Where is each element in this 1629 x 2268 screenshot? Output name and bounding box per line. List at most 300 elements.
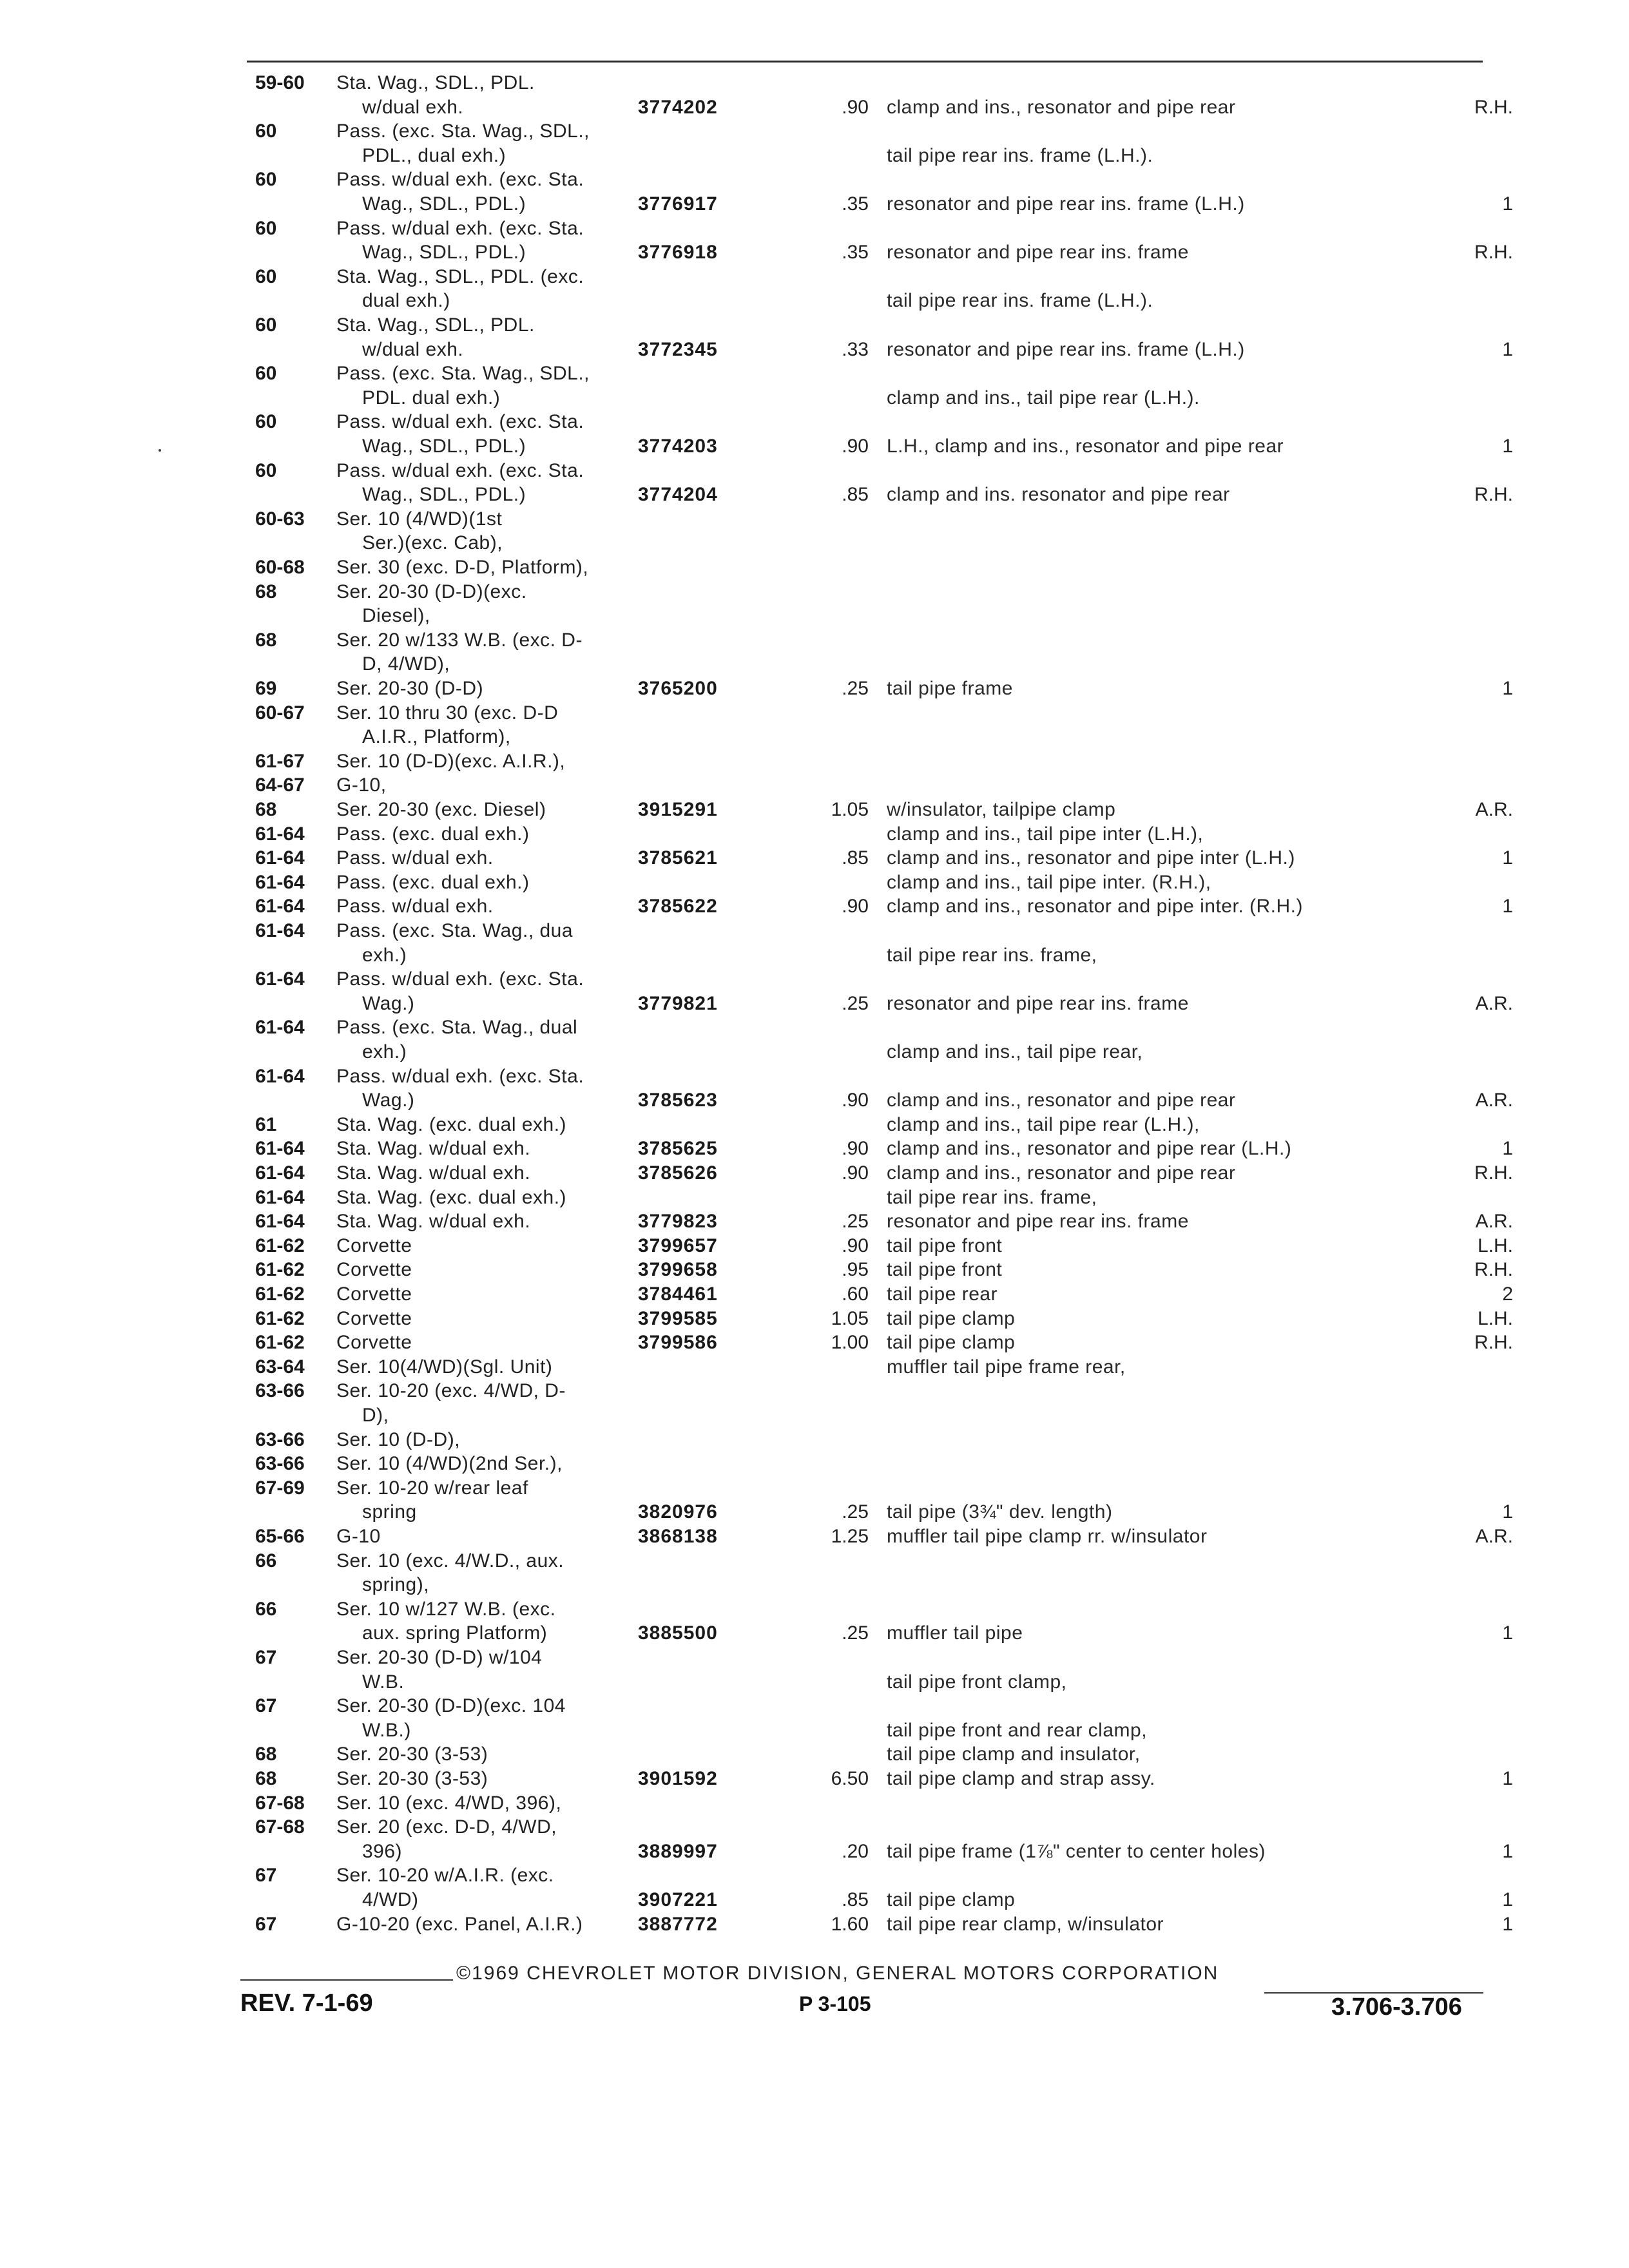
application-cell: Sta. Wag. (exc. dual exh.): [336, 1114, 567, 1135]
table-row: [0, 363, 1629, 387]
application-cell: Wag.): [362, 1090, 415, 1111]
table-row: [0, 1768, 1629, 1792]
table-row: [0, 1041, 1629, 1066]
year-cell: 63-66: [255, 1380, 305, 1401]
year-cell: 67: [255, 1914, 277, 1935]
application-cell: Wag., SDL., PDL.): [362, 484, 526, 505]
year-cell: 61-64: [255, 968, 305, 990]
table-row: [0, 1695, 1629, 1720]
application-cell: Pass. (exc. Sta. Wag., SDL.,: [336, 120, 590, 142]
year-cell: 61-62: [255, 1332, 305, 1353]
year-cell: 61-67: [255, 751, 305, 772]
description-cell: tail pipe rear clamp, w/insulator: [887, 1914, 1164, 1935]
year-cell: 60: [255, 218, 277, 239]
price-cell: .25: [842, 993, 869, 1014]
quantity-cell: R.H.: [1474, 242, 1513, 263]
application-cell: A.I.R., Platform),: [362, 726, 511, 747]
table-row: [0, 436, 1629, 460]
application-cell: aux. spring Platform): [362, 1622, 548, 1644]
part-number-cell: 3774204: [638, 484, 718, 505]
table-row: [0, 1622, 1629, 1647]
quantity-cell: A.R.: [1475, 1090, 1513, 1111]
year-cell: 61-64: [255, 1017, 305, 1038]
price-cell: .90: [842, 1090, 869, 1111]
year-cell: 60: [255, 460, 277, 481]
application-cell: spring: [362, 1501, 417, 1523]
year-cell: 68: [255, 799, 277, 820]
description-cell: tail pipe front: [887, 1259, 1003, 1280]
table-row: [0, 120, 1629, 145]
application-cell: Ser. 10 (exc. 4/W.D., aux.: [336, 1550, 564, 1571]
application-cell: 4/WD): [362, 1889, 419, 1910]
quantity-cell: R.H.: [1474, 1259, 1513, 1280]
application-cell: W.B.): [362, 1720, 411, 1741]
table-row: [0, 896, 1629, 920]
price-cell: .90: [842, 97, 869, 118]
description-cell: tail pipe clamp: [887, 1332, 1016, 1353]
table-row: [0, 532, 1629, 557]
quantity-cell: R.H.: [1474, 97, 1513, 118]
year-cell: 61-62: [255, 1308, 305, 1329]
table-row: [0, 751, 1629, 775]
year-cell: 65-66: [255, 1526, 305, 1547]
table-row: [0, 920, 1629, 945]
quantity-cell: 1: [1502, 193, 1513, 215]
application-cell: PDL. dual exh.): [362, 387, 501, 408]
table-row: [0, 1841, 1629, 1865]
table-row: [0, 678, 1629, 702]
quantity-cell: 1: [1502, 436, 1513, 457]
year-cell: 66: [255, 1550, 277, 1571]
application-cell: Pass. w/dual exh. (exc. Sta.: [336, 218, 584, 239]
quantity-cell: R.H.: [1474, 484, 1513, 505]
table-row: [0, 1308, 1629, 1332]
table-row: [0, 508, 1629, 533]
year-cell: 63-64: [255, 1356, 305, 1378]
application-cell: Corvette: [336, 1235, 412, 1256]
table-row: [0, 872, 1629, 896]
description-cell: clamp and ins., resonator and pipe rear: [887, 1090, 1236, 1111]
part-number-cell: 3765200: [638, 678, 718, 699]
table-row: [0, 72, 1629, 97]
description-cell: tail pipe (3¾" dev. length): [887, 1501, 1113, 1523]
description-cell: muffler tail pipe frame rear,: [887, 1356, 1126, 1378]
application-cell: Ser. 30 (exc. D-D, Platform),: [336, 557, 589, 578]
price-cell: .85: [842, 484, 869, 505]
table-row: [0, 484, 1629, 508]
table-row: [0, 1816, 1629, 1841]
description-cell: tail pipe rear: [887, 1283, 998, 1305]
page-number: P 3-105: [799, 1992, 871, 2015]
year-cell: 60-63: [255, 508, 305, 530]
application-cell: Sta. Wag., SDL., PDL. (exc.: [336, 266, 584, 287]
description-cell: resonator and pipe rear ins. frame: [887, 993, 1189, 1014]
description-cell: tail pipe front clamp,: [887, 1671, 1067, 1693]
year-cell: 60: [255, 120, 277, 142]
price-cell: .25: [842, 678, 869, 699]
part-number-cell: 3785621: [638, 847, 718, 869]
application-cell: Ser. 10 (D-D),: [336, 1429, 461, 1450]
application-cell: G-10: [336, 1526, 381, 1547]
year-cell: 66: [255, 1599, 277, 1620]
part-number-cell: 3907221: [638, 1889, 718, 1910]
application-cell: Pass. w/dual exh. (exc. Sta.: [336, 1066, 584, 1087]
part-number-cell: 3784461: [638, 1283, 718, 1305]
application-cell: Pass. (exc. Sta. Wag., SDL.,: [336, 363, 590, 384]
part-number-cell: 3785623: [638, 1090, 718, 1111]
year-cell: 61-64: [255, 1066, 305, 1087]
quantity-cell: 2: [1502, 1283, 1513, 1305]
table-row: [0, 1501, 1629, 1526]
table-row: [0, 145, 1629, 169]
table-row: [0, 1720, 1629, 1744]
table-row: [0, 1162, 1629, 1187]
quantity-cell: 1: [1502, 1622, 1513, 1644]
table-row: [0, 605, 1629, 629]
table-row: [0, 945, 1629, 969]
quantity-cell: 1: [1502, 1889, 1513, 1910]
application-cell: Pass. w/dual exh. (exc. Sta.: [336, 460, 584, 481]
application-cell: Ser. 10 (4/WD)(2nd Ser.),: [336, 1453, 563, 1474]
table-row: [0, 629, 1629, 654]
application-cell: Corvette: [336, 1283, 412, 1305]
year-cell: 67-69: [255, 1477, 305, 1499]
table-row: [0, 799, 1629, 823]
year-cell: 64-67: [255, 774, 305, 796]
year-cell: 60: [255, 169, 277, 190]
description-cell: tail pipe front and rear clamp,: [887, 1720, 1148, 1741]
table-row: [0, 1090, 1629, 1114]
part-number-cell: 3799586: [638, 1332, 718, 1353]
application-cell: Pass. w/dual exh.: [336, 847, 494, 869]
table-row: [0, 387, 1629, 412]
application-cell: Ser. 10 (D-D)(exc. A.I.R.),: [336, 751, 566, 772]
description-cell: clamp and ins., tail pipe rear (L.H.).: [887, 387, 1200, 408]
description-cell: resonator and pipe rear ins. frame (L.H.): [887, 339, 1245, 360]
table-row: [0, 266, 1629, 291]
price-cell: 1.25: [831, 1526, 869, 1547]
description-cell: clamp and ins., resonator and pipe rear (L.H.): [887, 1138, 1292, 1159]
application-cell: Ser. 20-30 (D-D)(exc. 104: [336, 1695, 566, 1716]
year-cell: 60: [255, 314, 277, 336]
table-row: [0, 1865, 1629, 1889]
table-row: [0, 1211, 1629, 1235]
year-cell: 67: [255, 1647, 277, 1668]
table-row: [0, 1429, 1629, 1454]
application-cell: Ser. 10-20 w/rear leaf: [336, 1477, 528, 1499]
description-cell: tail pipe clamp: [887, 1889, 1016, 1910]
year-cell: 61-64: [255, 823, 305, 845]
application-cell: Ser. 10 (exc. 4/WD, 396),: [336, 1792, 562, 1814]
price-cell: 1.05: [831, 1308, 869, 1329]
table-row: [0, 557, 1629, 581]
table-row: [0, 169, 1629, 193]
year-cell: 61-64: [255, 920, 305, 941]
price-cell: .90: [842, 436, 869, 457]
part-number-cell: 3799657: [638, 1235, 718, 1256]
table-row: [0, 1599, 1629, 1623]
part-number-cell: 3776918: [638, 242, 718, 263]
table-row: [0, 1259, 1629, 1283]
application-cell: Pass. (exc. dual exh.): [336, 823, 530, 845]
application-cell: Corvette: [336, 1308, 412, 1329]
year-cell: 61-64: [255, 896, 305, 917]
description-cell: muffler tail pipe: [887, 1622, 1023, 1644]
part-number-cell: 3785625: [638, 1138, 718, 1159]
price-cell: .85: [842, 1889, 869, 1910]
price-cell: .35: [842, 242, 869, 263]
price-cell: .90: [842, 1162, 869, 1184]
application-cell: Ser. 20-30 (exc. Diesel): [336, 799, 546, 820]
year-cell: 61-64: [255, 847, 305, 869]
application-cell: Pass. (exc. Sta. Wag., dual: [336, 1017, 578, 1038]
application-cell: Ser. 20 (exc. D-D, 4/WD,: [336, 1816, 557, 1838]
table-row: [0, 460, 1629, 485]
description-cell: resonator and pipe rear ins. frame: [887, 242, 1189, 263]
table-row: [0, 1405, 1629, 1429]
table-row: [0, 823, 1629, 848]
price-cell: .25: [842, 1211, 869, 1232]
year-cell: 61: [255, 1114, 277, 1135]
year-cell: 61-64: [255, 1211, 305, 1232]
table-row: [0, 339, 1629, 363]
quantity-cell: 1: [1502, 1138, 1513, 1159]
table-row: [0, 774, 1629, 799]
quantity-cell: 1: [1502, 339, 1513, 360]
year-cell: 60: [255, 266, 277, 287]
application-cell: Ser. 20-30 (D-D) w/104: [336, 1647, 543, 1668]
table-row: [0, 1914, 1629, 1938]
year-cell: 61-62: [255, 1235, 305, 1256]
application-cell: Ser. 10-20 w/A.I.R. (exc.: [336, 1865, 554, 1886]
part-number-cell: 3885500: [638, 1622, 718, 1644]
table-row: [0, 1356, 1629, 1381]
price-cell: .95: [842, 1259, 869, 1280]
year-cell: 68: [255, 581, 277, 602]
quantity-cell: A.R.: [1475, 799, 1513, 820]
application-cell: Sta. Wag., SDL., PDL.: [336, 314, 535, 336]
year-cell: 67-68: [255, 1792, 305, 1814]
quantity-cell: A.R.: [1475, 1526, 1513, 1547]
footer-rule-left: [240, 1979, 453, 1981]
table-row: [0, 218, 1629, 242]
table-row: [0, 702, 1629, 727]
price-cell: 1.05: [831, 799, 869, 820]
application-cell: Wag., SDL., PDL.): [362, 193, 526, 215]
quantity-cell: 1: [1502, 896, 1513, 917]
part-number-cell: 3774202: [638, 97, 718, 118]
table-row: [0, 1574, 1629, 1599]
table-row: [0, 1283, 1629, 1308]
description-cell: clamp and ins., resonator and pipe inter. (R.H.): [887, 896, 1303, 917]
description-cell: tail pipe rear ins. frame,: [887, 945, 1097, 966]
application-cell: Pass. w/dual exh. (exc. Sta.: [336, 169, 584, 190]
table-row: [0, 1017, 1629, 1041]
description-cell: clamp and ins. resonator and pipe rear: [887, 484, 1230, 505]
description-cell: w/insulator, tailpipe clamp: [887, 799, 1116, 820]
table-row: [0, 1477, 1629, 1502]
application-cell: Sta. Wag. w/dual exh.: [336, 1211, 531, 1232]
quantity-cell: R.H.: [1474, 1332, 1513, 1353]
year-cell: 67-68: [255, 1816, 305, 1838]
table-row: [0, 1671, 1629, 1696]
application-cell: exh.): [362, 1041, 407, 1062]
description-cell: tail pipe front: [887, 1235, 1003, 1256]
table-row: [0, 1187, 1629, 1211]
table-row: [0, 1647, 1629, 1671]
part-number-cell: 3772345: [638, 339, 718, 360]
part-number-cell: 3799658: [638, 1259, 718, 1280]
description-cell: tail pipe clamp and strap assy.: [887, 1768, 1155, 1789]
description-cell: tail pipe frame (1⅞" center to center holes): [887, 1841, 1266, 1862]
application-cell: Sta. Wag. (exc. dual exh.): [336, 1187, 567, 1208]
application-cell: Pass. w/dual exh. (exc. Sta.: [336, 411, 584, 432]
table-row: [0, 97, 1629, 121]
price-cell: .25: [842, 1501, 869, 1523]
year-cell: 63-66: [255, 1429, 305, 1450]
part-number-cell: 3785626: [638, 1162, 718, 1184]
part-number-cell: 3785622: [638, 896, 718, 917]
year-cell: 60-68: [255, 557, 305, 578]
price-cell: 6.50: [831, 1768, 869, 1789]
year-cell: 59-60: [255, 72, 305, 93]
application-cell: w/dual exh.: [362, 339, 464, 360]
table-row: [0, 314, 1629, 339]
application-cell: exh.): [362, 945, 407, 966]
description-cell: tail pipe clamp and insulator,: [887, 1744, 1141, 1765]
table-row: [0, 581, 1629, 606]
application-cell: Ser. 20-30 (D-D): [336, 678, 484, 699]
table-row: [0, 1453, 1629, 1477]
part-number-cell: 3779821: [638, 993, 718, 1014]
price-cell: .25: [842, 1622, 869, 1644]
application-cell: Ser. 20-30 (D-D)(exc.: [336, 581, 527, 602]
application-cell: PDL., dual exh.): [362, 145, 506, 166]
quantity-cell: 1: [1502, 1914, 1513, 1935]
quantity-cell: L.H.: [1477, 1308, 1513, 1329]
part-number-cell: 3776917: [638, 193, 718, 215]
quantity-cell: L.H.: [1477, 1235, 1513, 1256]
description-cell: clamp and ins., tail pipe rear,: [887, 1041, 1143, 1062]
application-cell: Ser. 10(4/WD)(Sgl. Unit): [336, 1356, 553, 1378]
application-cell: G-10-20 (exc. Panel, A.I.R.): [336, 1914, 583, 1935]
table-row: [0, 1526, 1629, 1550]
year-cell: 61-64: [255, 1187, 305, 1208]
table-row: [0, 1744, 1629, 1768]
application-cell: Ser. 10 (4/WD)(1st: [336, 508, 503, 530]
price-cell: .20: [842, 1841, 869, 1862]
year-cell: 61-62: [255, 1283, 305, 1305]
table-row: [0, 1792, 1629, 1817]
quantity-cell: A.R.: [1475, 993, 1513, 1014]
application-cell: Wag.): [362, 993, 415, 1014]
price-cell: 1.60: [831, 1914, 869, 1935]
table-row: [0, 1235, 1629, 1260]
copyright-notice: ©1969 CHEVROLET MOTOR DIVISION, GENERAL MOTORS CORPORATION: [456, 1963, 1219, 1984]
application-cell: Ser. 20 w/133 W.B. (exc. D-: [336, 629, 583, 651]
application-cell: Ser. 20-30 (3-53): [336, 1768, 488, 1789]
table-row: [0, 847, 1629, 872]
table-row: [0, 1550, 1629, 1575]
description-cell: resonator and pipe rear ins. frame (L.H.): [887, 193, 1245, 215]
quantity-cell: 1: [1502, 1841, 1513, 1862]
table-row: [0, 968, 1629, 993]
table-row: [0, 1380, 1629, 1405]
table-row: [0, 1889, 1629, 1914]
year-cell: 67: [255, 1695, 277, 1716]
year-cell: 67: [255, 1865, 277, 1886]
description-cell: tail pipe rear ins. frame (L.H.).: [887, 290, 1153, 311]
table-row: [0, 1066, 1629, 1090]
quantity-cell: 1: [1502, 847, 1513, 869]
application-cell: Wag., SDL., PDL.): [362, 436, 526, 457]
description-cell: L.H., clamp and ins., resonator and pipe rear: [887, 436, 1284, 457]
description-cell: clamp and ins., tail pipe rear (L.H.),: [887, 1114, 1200, 1135]
part-number-cell: 3820976: [638, 1501, 718, 1523]
application-cell: Pass. w/dual exh. (exc. Sta.: [336, 968, 584, 990]
description-cell: tail pipe rear ins. frame,: [887, 1187, 1097, 1208]
application-cell: G-10,: [336, 774, 387, 796]
part-number-cell: 3889997: [638, 1841, 718, 1862]
year-cell: 61-62: [255, 1259, 305, 1280]
table-row: [0, 653, 1629, 678]
year-cell: 61-64: [255, 872, 305, 893]
part-number-cell: 3887772: [638, 1914, 718, 1935]
section-number: 3.706-3.706: [1331, 1994, 1462, 2021]
year-cell: 60: [255, 411, 277, 432]
price-cell: .90: [842, 896, 869, 917]
part-number-cell: 3915291: [638, 799, 718, 820]
application-cell: Diesel),: [362, 605, 430, 626]
application-cell: 396): [362, 1841, 403, 1862]
application-cell: w/dual exh.: [362, 97, 464, 118]
price-cell: 1.00: [831, 1332, 869, 1353]
price-cell: .85: [842, 847, 869, 869]
description-cell: clamp and ins., resonator and pipe rear: [887, 1162, 1236, 1184]
price-cell: .90: [842, 1138, 869, 1159]
table-row: [0, 1114, 1629, 1139]
application-cell: Ser.)(exc. Cab),: [362, 532, 503, 553]
table-row: [0, 411, 1629, 436]
table-row: [0, 1138, 1629, 1162]
description-cell: clamp and ins., resonator and pipe inter (L.H.): [887, 847, 1295, 869]
price-cell: .90: [842, 1235, 869, 1256]
year-cell: 60: [255, 363, 277, 384]
part-number-cell: 3799585: [638, 1308, 718, 1329]
quantity-cell: 1: [1502, 1768, 1513, 1789]
quantity-cell: R.H.: [1474, 1162, 1513, 1184]
revision-date: REV. 7-1-69: [240, 1990, 373, 2017]
description-cell: muffler tail pipe clamp rr. w/insulator: [887, 1526, 1208, 1547]
table-row: [0, 193, 1629, 218]
part-number-cell: 3868138: [638, 1526, 718, 1547]
quantity-cell: 1: [1502, 678, 1513, 699]
price-cell: .35: [842, 193, 869, 215]
table-row: [0, 242, 1629, 266]
application-cell: Ser. 10 thru 30 (exc. D-D: [336, 702, 559, 724]
table-row: [0, 726, 1629, 751]
year-cell: 68: [255, 629, 277, 651]
application-cell: Ser. 20-30 (3-53): [336, 1744, 488, 1765]
application-cell: Corvette: [336, 1332, 412, 1353]
price-cell: .60: [842, 1283, 869, 1305]
application-cell: Ser. 10-20 (exc. 4/WD, D-: [336, 1380, 566, 1401]
price-cell: .33: [842, 339, 869, 360]
part-number-cell: 3901592: [638, 1768, 718, 1789]
quantity-cell: A.R.: [1475, 1211, 1513, 1232]
quantity-cell: 1: [1502, 1501, 1513, 1523]
table-row: [0, 290, 1629, 314]
